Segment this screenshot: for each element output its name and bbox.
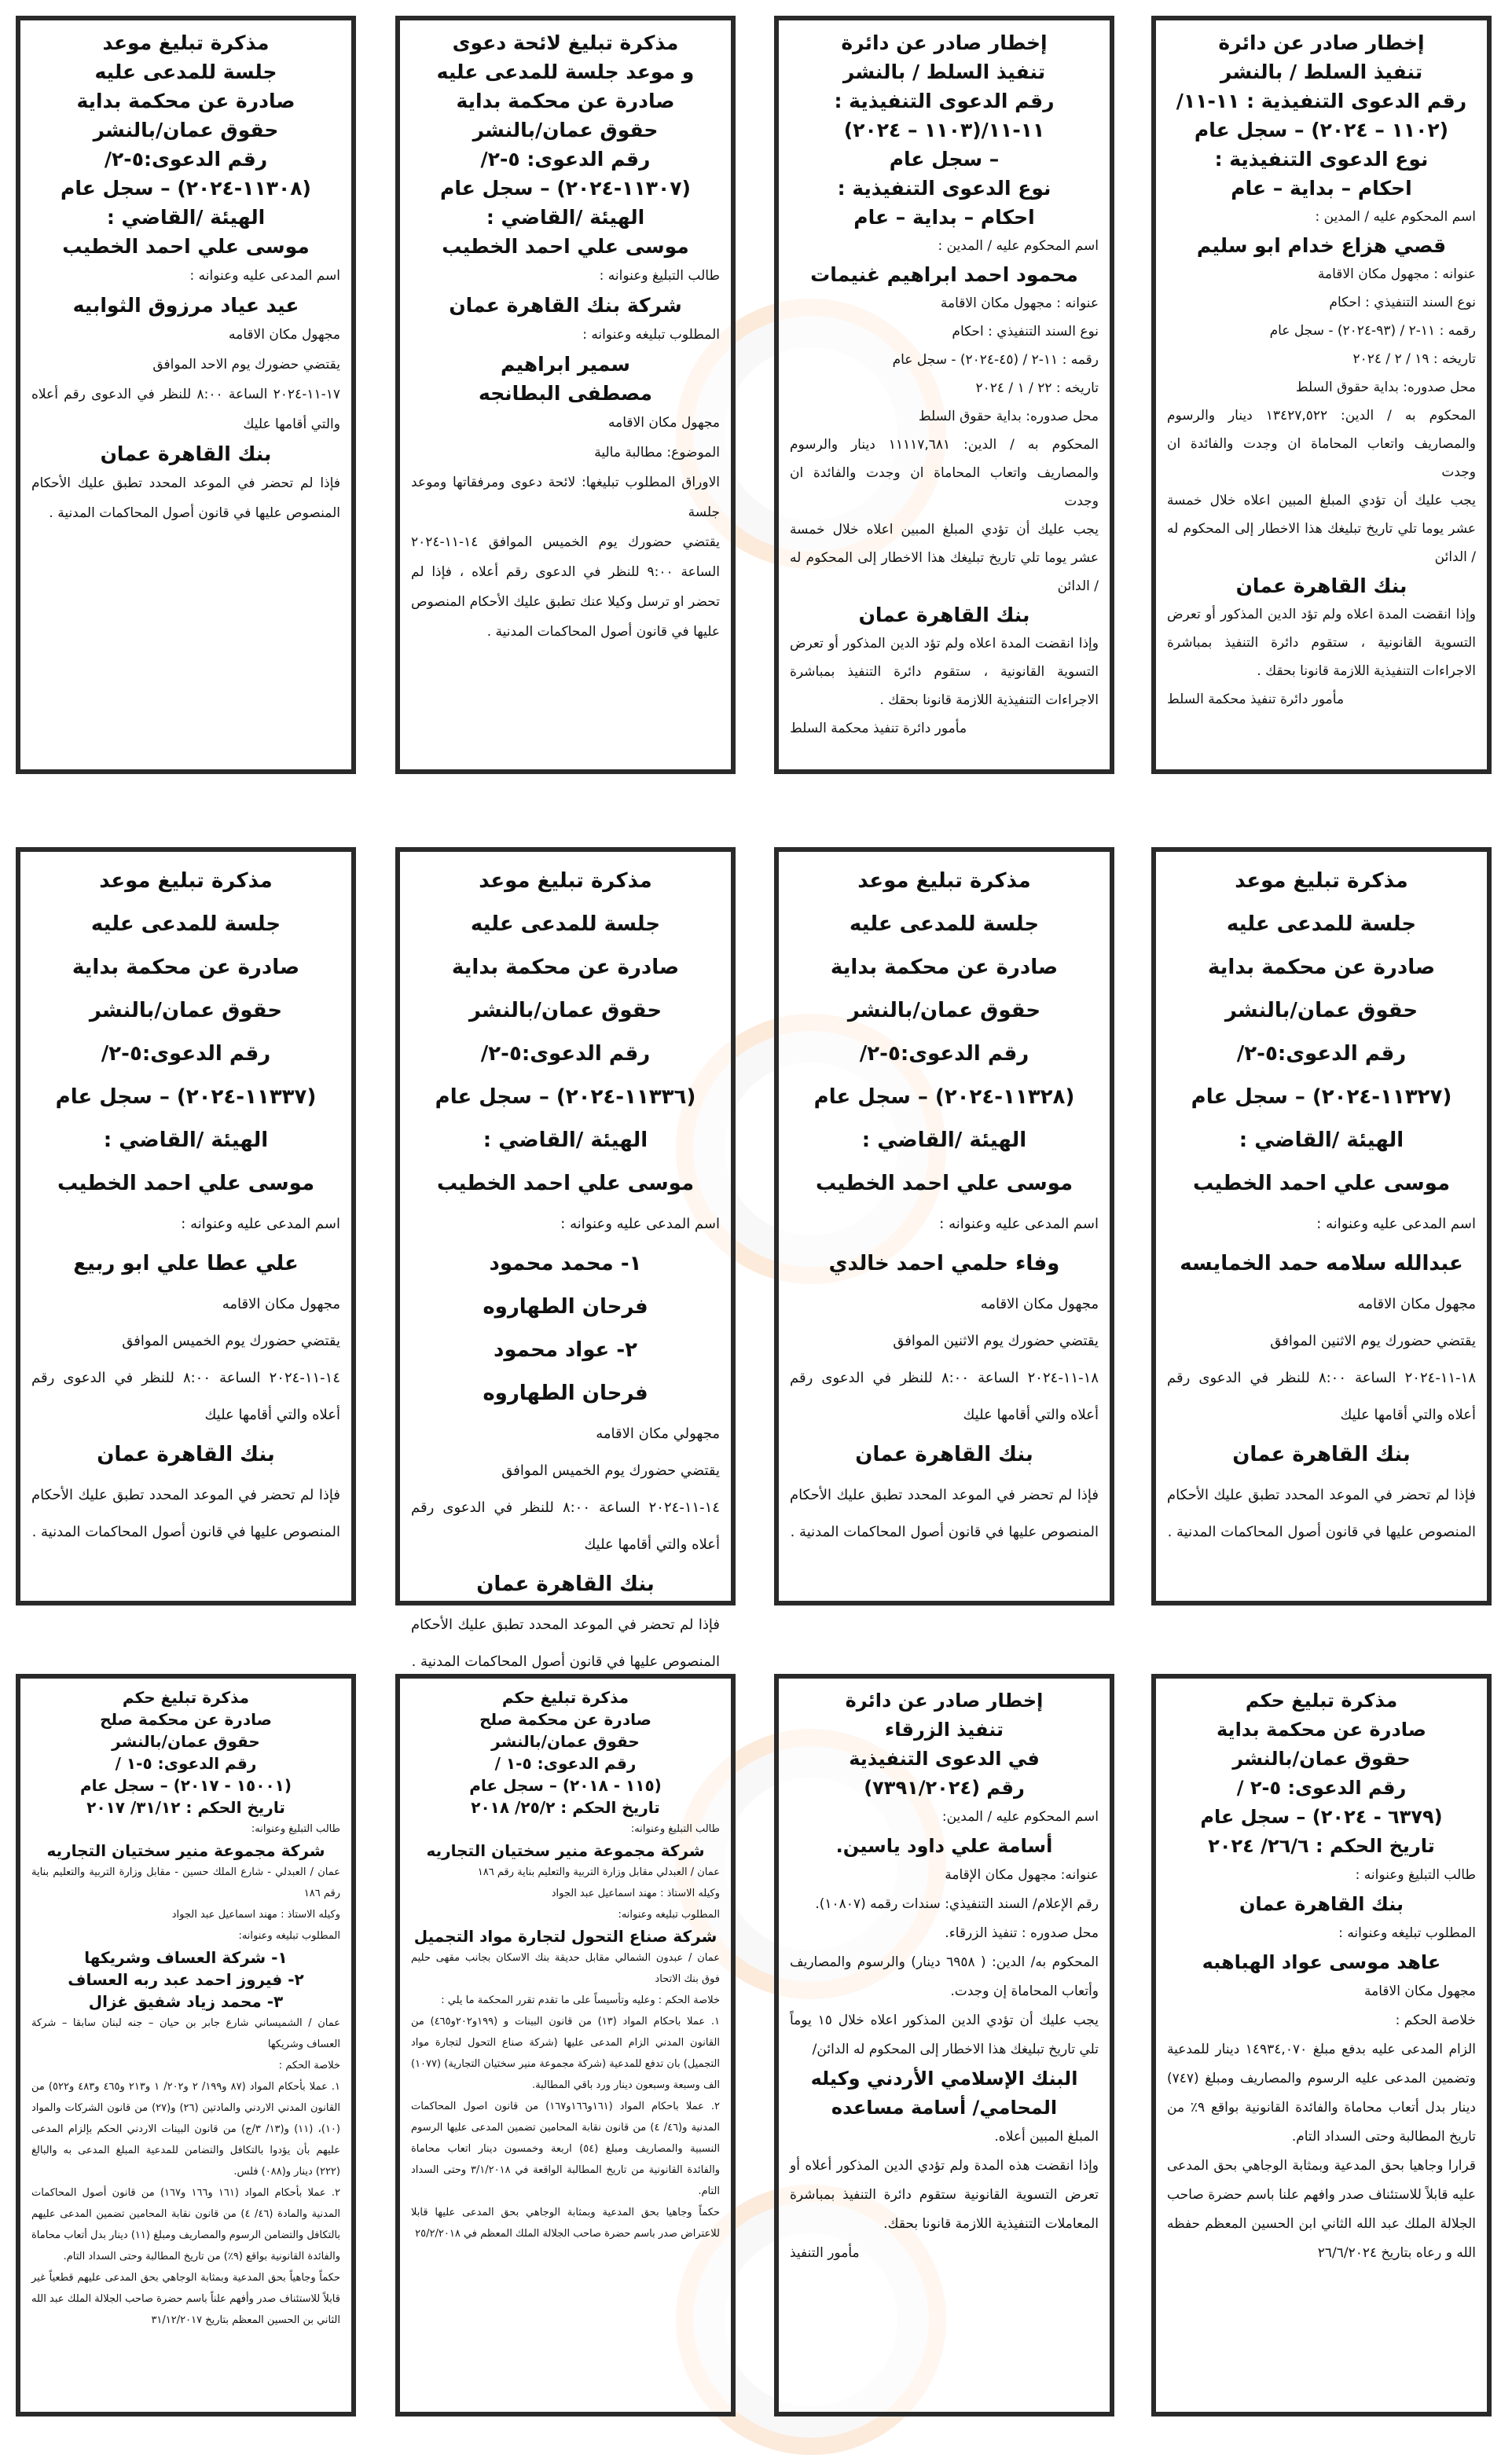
notice-heading: رقم الدعوى:٥-٢/ [480, 1042, 651, 1066]
notice-text: رقم الإعلام/ السند التنفيذي: سندات رقمه (١٠٨٠٧). [815, 1896, 1099, 1912]
notice-text: اسم المدعى عليه وعنوانه : [560, 1216, 720, 1232]
notice-heading: ١١-١١/(١١٠٣ – ٢٠٢٤) [843, 119, 1045, 141]
notice-heading: مذكرة تبليغ حكم [501, 1688, 629, 1707]
notice-text: محل صدوره : تنفيذ الزرقاء. [945, 1925, 1099, 1941]
notice-text: يجب عليك أن تؤدي الدين المذكور اعلاه خلال ١٥ يوماً تلي تاريخ تبليغك هذا الاخطار إلى المحكوم له الدائن/ [790, 2013, 1099, 2057]
notice-text: مجهول مكان الاقامه [222, 1296, 340, 1312]
notice-text: فإذا لم تحضر في الموعد المحدد تطبق عليك الأحكام المنصوص عليها في قانون أصول المحاكمات المدنية . [1167, 1487, 1476, 1540]
notice-heading: (١١٣٠٧-٢٠٢٤) – سجل عام [440, 177, 691, 200]
notice-box [1151, 16, 1492, 774]
notice-heading: مذكرة تبليغ حكم [1245, 1690, 1398, 1712]
party-name: علي عطا علي ابو ربيع [73, 1252, 299, 1275]
notice-heading: رقم الدعوى التنفيذية : ١١-١١/ [1176, 90, 1467, 112]
notice-text: طالب التبليغ وعنوانه : [1355, 1867, 1476, 1883]
notice-heading: جلسة للمدعى عليه [849, 912, 1040, 936]
notice-heading: رقم الدعوى: ٥-١ / [494, 1754, 637, 1773]
party-name: موسى علي احمد الخطيب [436, 1172, 695, 1195]
party-name: ١- محمد محمود [489, 1252, 642, 1275]
notice-text: اسم المحكوم عليه / المدين : [938, 238, 1099, 254]
notice-signature: مأمور دائرة تنفيذ محكمة السلط [1167, 692, 1345, 707]
notice-text: وإذا انقضت المدة اعلاه ولم تؤد الدين المذكور أو تعرض التسوية القانونية ، ستقوم دائرة التنفيذ بمباشرة الاجراءات التنفيذية اللازمة قانونا بحقك . [790, 636, 1099, 708]
notice-heading: مذكرة تبليغ موعد [1235, 869, 1408, 893]
notice-text: نوع السند التنفيذي : احكام [952, 324, 1099, 339]
notice-text: المطلوب تبليغه وعنوانه : [1338, 1925, 1476, 1941]
notice-text: رقمه : ١١-٢ / (٩٣-٢٠٢٤) - سجل عام [1269, 323, 1476, 339]
party-name: فرحان الطهاروه [483, 1295, 648, 1319]
notice-text: يقتضي حضورك يوم الخميس الموافق ١٤-١١-٢٠٢٤ الساعة ٩:٠٠ للنظر في الدعوى رقم أعلاه ، فإذا لم تحضر او ترسل وكيلا عنك تطبق عليك الأحكام المنصوص عليها في قانون أصول المحاكمات المدنية . [411, 534, 720, 640]
notice-heading: (١١٥ - ٢٠١٨) – سجل عام [469, 1776, 662, 1795]
notice-text: المطلوب تبليغه وعنوانه : [582, 327, 720, 343]
notice-text: فإذا لم تحضر في الموعد المحدد تطبق عليك الأحكام المنصوص عليها في قانون أصول المحاكمات المدنية . [31, 1487, 340, 1540]
notice-text: خلاصة الحكم : وعليه وتأسيساً على ما تقدم تقرر المحكمة ما يلي : [441, 1994, 720, 2006]
notice-text: المطلوب تبليغه وعنوانه: [618, 1909, 720, 1921]
party-name: موسى علي احمد الخطيب [57, 1172, 315, 1195]
notice-text: الموضوع: مطالبة مالية [594, 445, 720, 461]
notice-heading: حقوق عمان/بالنشر [89, 999, 283, 1022]
party-name: بنك القاهرة عمان [858, 604, 1030, 626]
notice-text: يجب عليك أن تؤدي المبلغ المبين اعلاه خلال خمسة عشر يوما تلي تاريخ تبليغك هذا الاخطار إلى المحكوم له / الدائن [1167, 493, 1476, 565]
notice-heading: احكام – بداية – عام [1231, 177, 1412, 200]
notice-text: عمان / عبدون الشمالي مقابل حديقة بنك الاسكان بجانب مقهى حليم فوق بنك الاتحاد [411, 1952, 720, 1985]
notice-heading: مذكرة تبليغ موعد [479, 869, 652, 893]
party-name: شركة مجموعة منير سختيان التجاريه [46, 1841, 325, 1860]
notice-box [16, 16, 356, 774]
party-name: موسى علي احمد الخطيب [442, 235, 689, 258]
notice-heading: رقم الدعوى: ٥-١ / [115, 1754, 257, 1773]
notice-box [395, 1674, 736, 2416]
notice-text: عنوانه : مجهول مكان الاقامة [1317, 266, 1476, 282]
notice-heading: الهيئة /القاضي : [861, 1128, 1027, 1152]
notice-text: المحكوم به / الدين: ١١١١٧,٦٨١ دينار والرسوم والمصاريف واتعاب المحاماة ان وجدت والفائدة ان وجدت [790, 437, 1099, 509]
notice-heading: تاريخ الحكم : ٢٦/٦/ ٢٠٢٤ [1208, 1835, 1435, 1857]
notice-text: ١. عملا باحكام المواد (١٣) من قانون البينات و (١٩٩و٢٠٢و٤٦٥) من القانون المدني الزام المدعى عليها (شركة صناع التحول لتجارة مواد التجميل) بان تدفع للمدعية (شركة مجموعة منير سختيان التجارية) (١٠٧٧) الف وسبعة وسبعون دينار ورد باقي المطالبة. [411, 2016, 720, 2091]
notice-heading: الهيئة /القاضي : [486, 206, 645, 229]
notice-text: الاوراق المطلوب تبليغها: لائحة دعوى ومرفقاتها وموعد جلسة [411, 475, 720, 520]
notice-heading: (١١٣٠٨-٢٠٢٤) – سجل عام [61, 177, 311, 200]
notice-heading: صادرة عن محكمة بداية [451, 956, 680, 979]
notice-text: عنوانه: مجهول مكان الإقامة [945, 1867, 1099, 1883]
notice-heading: حقوق عمان/بالنشر [468, 999, 662, 1022]
party-name: عبدالله سلامه حمد الخمايسه [1180, 1252, 1463, 1275]
notice-text: حكماً وجاهياً بحق المدعية وبمثابة الوجاهي بحق المدعى عليهم قطعياً غير قابلاً للاستئناف صدر وأفهم علناً باسم حضرة صاحب الجلالة الملك عبد الله الثاني بن الحسين المعظم بتاريخ ٣١/١٢/٢٠١٧ [31, 2272, 340, 2326]
notice-text: اسم المدعى عليه وعنوانه : [1316, 1216, 1476, 1232]
notice-heading: الهيئة /القاضي : [1239, 1128, 1404, 1152]
notice-text: ١٨-١١-٢٠٢٤ الساعة ٨:٠٠ للنظر في الدعوى رقم أعلاه والتي أقامها عليك [790, 1370, 1099, 1423]
notice-text: عمان / العبدلي مقابل وزارة التربية والتعليم بناية رقم ١٨٦ [477, 1866, 720, 1878]
notice-heading: حقوق عمان/بالنشر [93, 119, 279, 141]
notice-box [1151, 1674, 1492, 2416]
notice-text: طالب التبليغ وعنوانه: [251, 1823, 340, 1835]
party-name: بنك القاهرة عمان [855, 1443, 1033, 1466]
notice-heading: رقم الدعوى:٥-٢/ [104, 148, 268, 171]
notice-heading: إخطار صادر عن دائرة [845, 1690, 1044, 1712]
party-name: قصي هزاع خدام ابو سليم [1196, 234, 1447, 257]
party-name: شركة مجموعة منير سختيان التجاريه [426, 1841, 705, 1860]
notice-heading: (١٥٠٠١ - ٢٠١٧) – سجل عام [79, 1776, 292, 1795]
notice-text: ٢. عملا باحكام المواد (١٦١و١٦٦و١٦٧) من قانون اصول المحاكمات المدنية و(٤٦/ ٤) من قانون نقابة المحامين تضمين المدعى عليها الرسوم النسبية والمصاريف ومبلغ (٥٤) اربعة وخمسون دينار اتعاب محاماة والفائدة القانونية من تاريخ المطالبة الواقعة في ٣/١/٢٠١٨ وحتى السداد التام. [411, 2101, 721, 2197]
notice-heading: صادرة عن محكمة بداية [1207, 956, 1436, 979]
notice-heading: رقم الدعوى:٥-٢/ [101, 1042, 271, 1066]
notice-text: يجب عليك أن تؤدي المبلغ المبين اعلاه خلال خمسة عشر يوما تلي تاريخ تبليغك هذا الاخطار إلى المحكوم له / الدائن [790, 522, 1099, 594]
party-name: ٢- عواد محمود [494, 1338, 637, 1362]
party-name: ٣- محمد زياد شفيق غزال [88, 1992, 284, 2011]
party-name: محمود احمد ابراهيم غنيمات [810, 263, 1078, 286]
notice-heading: في الدعوى التنفيذية [849, 1748, 1040, 1770]
notice-text: يقتضي حضورك يوم الاثنين الموافق [1270, 1333, 1476, 1349]
party-name: بنك القاهرة عمان [97, 1443, 275, 1466]
notice-heading: مذكرة تبليغ لائحة دعوى [452, 31, 679, 54]
notice-text: مجهول مكان الاقامه [608, 415, 720, 431]
notice-text: اسم المحكوم عليه / المدين: [941, 1809, 1099, 1825]
notice-heading: تنفيذ السلط / بالنشر [842, 61, 1046, 83]
party-name: سمير ابراهيم [500, 353, 631, 376]
notice-heading: رقم (٧٣٩١/٢٠٢٤) [864, 1777, 1025, 1799]
notice-box [395, 847, 736, 1670]
notice-heading: تاريخ الحكم : ٣١/١٢/ ٢٠١٧ [86, 1798, 285, 1817]
notice-heading: تنفيذ السلط / بالنشر [1220, 61, 1423, 83]
notice-text: ١٤-١١-٢٠٢٤ الساعة ٨:٠٠ للنظر في الدعوى رقم أعلاه والتي أقامها عليك [411, 1499, 720, 1553]
notice-text: حكماً وجاهيا بحق المدعية وبمثابة الوجاهي بحق المدعى عليها قابلا للاعتراض صدر باسم حضرة صاحب الجلالة الملك المعظم في ٢٥/٢/٢٠١٨ [411, 2207, 720, 2240]
notice-heading: حقوق عمان/بالنشر [1232, 1748, 1411, 1770]
notice-heading: الهيئة /القاضي : [483, 1128, 648, 1152]
notice-box [1151, 847, 1492, 1605]
notice-text: يقتضي حضورك يوم الاثنين الموافق [893, 1333, 1099, 1349]
notice-heading: صادرة عن محكمة بداية [830, 956, 1059, 979]
notice-text: وإذا انقضت المدة اعلاه ولم تؤد الدين المذكور أو تعرض التسوية القانونية ، ستقوم دائرة التنفيذ بمباشرة الاجراءات التنفيذية اللازمة قانونا بحقك . [1167, 607, 1476, 679]
party-name: موسى علي احمد الخطيب [1192, 1172, 1451, 1195]
notice-heading: رقم الدعوى التنفيذية : [834, 90, 1055, 112]
notice-box [774, 16, 1114, 774]
notice-text: المحكوم به/ الدين: ( ٦٩٥٨ دينار) والرسوم والمصاريف وأتعاب المحاماة إن وجدت. [790, 1954, 1099, 1999]
notice-heading: صادرة عن محكمة صلح [479, 1710, 651, 1729]
notice-text: طالب التبليغ وعنوانه: [630, 1823, 720, 1835]
notice-heading: رقم الدعوى: ٥-٢/ [480, 148, 651, 171]
notice-text: اسم المدعى عليه وعنوانه : [189, 268, 340, 284]
notice-text: فإذا لم تحضر في الموعد المحدد تطبق عليك الأحكام المنصوص عليها في قانون أصول المحاكمات المدنية . [790, 1487, 1099, 1540]
notice-heading: (١١٣٢٧-٢٠٢٤) – سجل عام [1191, 1085, 1452, 1109]
notice-heading: صادرة عن محكمة بداية [1217, 1719, 1426, 1741]
notice-text: اسم المحكوم عليه / المدين : [1315, 209, 1476, 225]
notice-text: ١. عملا بأحكام المواد (٨٧ و١٩٩/ ٢ و٢٠٢/ ١ و٢١٣ و٤٦٥ و٤٨٣ و٥٢٢) من القانون المدني الاردني والمادتين (٢٦) و(٢٧) من قانون الشركات والمواد (١٠)، (١١) و(١٣/ ٣/ج) من قانون البينات الاردني الحكم بإلزام المدعى عليهم بأن يؤدوا بالتكافل والتضامن للمدعية المبلغ المدعى به والبالغ (٢٢٢) دينار و(٠٨٨) فلس. [31, 2081, 341, 2178]
notice-text: ١٧-١١-٢٠٢٤ الساعة ٨:٠٠ للنظر في الدعوى رقم أعلاه والتي أقامها عليك [31, 387, 340, 432]
notice-heading: صادرة عن محكمة صلح [100, 1710, 272, 1729]
notice-heading: مذكرة تبليغ موعد [857, 869, 1031, 893]
notice-heading: رقم الدعوى:٥-٢/ [859, 1042, 1029, 1066]
party-name: شركة صناع التحول لتجارة مواد التجميل [413, 1927, 717, 1946]
party-name: البنك الإسلامي الأردني وكيله المحامي/ أسامة مساعده [810, 2068, 1078, 2119]
notice-heading: جلسة للمدعى عليه [470, 912, 661, 936]
notice-text: خلاصة الحكم : [278, 2060, 340, 2072]
notice-heading: احكام – بداية – عام [853, 206, 1035, 229]
party-name: بنك القاهرة عمان [476, 1572, 655, 1596]
notice-box [16, 847, 356, 1605]
notice-text: قرارا وجاهيا بحق المدعية وبمثابة الوجاهي بحق المدعى عليه قابلاً للاستئناف صدر وافهم علنا باسم حضرة صاحب الجلالة الملك عبد الله الثاني ابن الحسين المعظم حفظه الله و رعاه بتاريخ ٢٦/٦/٢٠٢٤ [1167, 2158, 1476, 2261]
notice-text: ١٤-١١-٢٠٢٤ الساعة ٨:٠٠ للنظر في الدعوى رقم أعلاه والتي أقامها عليك [31, 1370, 340, 1423]
notice-heading: حقوق عمان/بالنشر [1224, 999, 1418, 1022]
notice-text: ٢. عملا بأحكام المواد (١٦١ و١٦٦ و١٦٧) من قانون أصول المحاكمات المدنية والمادة (٤٦/ ٤) من قانون نقابة المحامين تضمين المدعى عليهم بالتكافل والتضامن الرسوم والمصاريف ومبلغ (١١) دينار بدل أتعاب محاماة والفائدة القانونية بواقع (٩٪) من تاريخ المطالبة وحتى السداد التام. [31, 2187, 341, 2262]
notice-heading: صادرة عن محكمة بداية [456, 90, 675, 112]
party-name: بنك القاهرة عمان [1235, 574, 1407, 597]
party-name: موسى علي احمد الخطيب [62, 235, 310, 258]
party-name: بنك القاهرة عمان [1232, 1443, 1411, 1466]
notice-text: محل صدوره: بداية حقوق السلط [918, 409, 1099, 424]
party-name: بنك القاهرة عمان [100, 442, 272, 465]
notice-text: تاريخه : ٢٢ / ١ / ٢٠٢٤ [975, 380, 1099, 396]
notice-heading: تنفيذ الزرقاء [884, 1719, 1004, 1741]
notice-text: مجهول مكان الاقامة [1364, 1983, 1476, 1999]
party-name: ١- شركة العساف وشريكها [84, 1948, 288, 1967]
notice-text: اسم المدعى عليه وعنوانه : [939, 1216, 1099, 1232]
notice-text: مجهولي مكان الاقامه [596, 1426, 720, 1442]
notice-heading: إخطار صادر عن دائرة [841, 31, 1048, 54]
notice-text: المحكوم به / الدين: ١٣٤٢٧,٥٢٢ دينار والرسوم والمصاريف واتعاب المحاماة ان وجدت والفائدة ان وجدت [1167, 408, 1476, 480]
notice-heading: جلسة للمدعى عليه [90, 912, 281, 936]
notice-heading: (١١٠٢ – ٢٠٢٤) – سجل عام [1194, 119, 1449, 141]
notice-text: الزام المدعى عليه بدفع مبلغ ١٤٩٣٤,٠٧٠ دينار للمدعية وتضمين المدعى عليه الرسوم والمصاريف ومبلغ (٧٤٧) دينار بدل أتعاب محاماة والفائدة القانونية بواقع ٩٪ من تاريخ المطالبة وحتى السداد التام. [1167, 2042, 1476, 2145]
notice-text: عمان / العبدلي - شارع الملك حسين - مقابل وزارة التربية والتعليم بناية رقم ١٨٦ [31, 1866, 340, 1899]
notice-text: وكيله الاستاذ : مهند اسماعيل عبد الجواد [551, 1888, 720, 1899]
notice-text: رقمه : ١١-٢ / (٤٥-٢٠٢٤) - سجل عام [892, 352, 1099, 368]
notice-heading: (١١٣٣٧-٢٠٢٤) – سجل عام [55, 1085, 317, 1109]
notice-text: وكيله الاستاذ : مهند اسماعيل عبد الجواد [171, 1909, 340, 1921]
notice-box [774, 847, 1114, 1605]
notice-text: يقتضي حضورك يوم الخميس الموافق [122, 1333, 340, 1349]
notice-heading: – سجل عام [889, 148, 1000, 171]
notice-heading: جلسة للمدعى عليه [1226, 912, 1417, 936]
notice-text: ١٨-١١-٢٠٢٤ الساعة ٨:٠٠ للنظر في الدعوى رقم أعلاه والتي أقامها عليك [1167, 1370, 1476, 1423]
notice-box [16, 1674, 356, 2416]
notice-text: تاريخه : ١٩ / ٢ / ٢٠٢٤ [1352, 351, 1476, 367]
notice-heading: رقم الدعوى:٥-٢/ [1236, 1042, 1407, 1066]
notice-text: اسم المدعى عليه وعنوانه : [181, 1216, 340, 1232]
notice-signature: مأمور دائرة تنفيذ محكمة السلط [790, 721, 967, 736]
notice-heading: و موعد جلسة للمدعى عليه [436, 61, 695, 83]
notice-heading: تاريخ الحكم : ٢٥/٢/ ٢٠١٨ [471, 1798, 660, 1817]
notice-signature: مأمور التنفيذ [790, 2245, 860, 2261]
party-name: عاهد موسى عواد الهباهبه [1202, 1951, 1441, 1973]
notice-text: يقتضي حضورك يوم الخميس الموافق [501, 1462, 720, 1479]
notice-heading: مذكرة تبليغ موعد [102, 31, 270, 54]
notice-text: المطلوب تبليغه وعنوانه: [238, 1930, 340, 1942]
notice-heading: مذكرة تبليغ موعد [99, 869, 273, 893]
notice-heading: حقوق عمان/بالنشر [847, 999, 1041, 1022]
notice-text: عنوانه : مجهول مكان الاقامة [940, 295, 1099, 311]
notice-heading: (١١٣٢٨-٢٠٢٤) – سجل عام [813, 1085, 1075, 1109]
party-name: موسى علي احمد الخطيب [815, 1172, 1073, 1195]
notice-heading: نوع الدعوى التنفيذية : [837, 177, 1051, 200]
notice-heading: نوع الدعوى التنفيذية : [1214, 148, 1429, 171]
notice-text: نوع السند التنفيذي : احكام [1329, 295, 1476, 310]
party-name: بنك القاهرة عمان [1239, 1893, 1404, 1915]
notice-heading: حقوق عمان/بالنشر [112, 1732, 260, 1751]
notice-heading: حقوق عمان/بالنشر [491, 1732, 640, 1751]
notice-text: مجهول مكان الاقامه [980, 1296, 1099, 1312]
party-name: ٢- فيروز احمد عبد ربه العساف [68, 1970, 304, 1989]
notice-box [395, 16, 736, 774]
notice-text: يقتضي حضورك يوم الاحد الموافق [152, 357, 340, 372]
notice-heading: الهيئة /القاضي : [103, 1128, 269, 1152]
notice-heading: مذكرة تبليغ حكم [122, 1688, 250, 1707]
party-name: مصطفى البطانجه [479, 382, 652, 405]
notice-text: طالب التبليغ وعنوانه : [599, 268, 720, 284]
notice-heading: إخطار صادر عن دائرة [1218, 31, 1425, 54]
notice-text: مجهول مكان الاقامه [1357, 1296, 1476, 1312]
party-name: وفاء حلمي احمد خالدي [828, 1252, 1060, 1275]
notice-text: فإذا لم تحضر في الموعد المحدد تطبق عليك الأحكام المنصوص عليها في قانون أصول المحاكمات المدنية . [411, 1616, 720, 1670]
party-name: شركة بنك القاهرة عمان [449, 294, 682, 317]
notice-heading: صادرة عن محكمة بداية [72, 956, 300, 979]
notice-heading: (١١٣٣٦-٢٠٢٤) – سجل عام [435, 1085, 696, 1109]
party-name: فرحان الطهاروه [483, 1382, 648, 1405]
notice-heading: الهيئة /القاضي : [106, 206, 266, 229]
notice-heading: صادرة عن محكمة بداية [76, 90, 295, 112]
party-name: عيد عياد مرزوق الثوابيه [72, 294, 299, 317]
notice-text: مجهول مكان الاقامه [229, 327, 340, 343]
notice-heading: جلسة للمدعى عليه [94, 61, 277, 83]
notice-text: المبلغ المبين أعلاه. [994, 2129, 1099, 2145]
notice-text: وإذا انقضت هذه المدة ولم تؤدي الدين المذكور أعلاه أو تعرض التسوية القانونية ستقوم دائرة التنفيذ بمباشرة المعاملات التنفيذية اللازمة قانونا بحقك. [790, 2158, 1099, 2232]
notice-heading: (٦٣٧٩ - ٢٠٢٤) – سجل عام [1200, 1806, 1443, 1828]
notice-heading: رقم الدعوى: ٥-٢ / [1236, 1777, 1407, 1799]
notice-box [774, 1674, 1114, 2416]
party-name: أسامة علي داود ياسين. [835, 1835, 1053, 1857]
notice-heading: حقوق عمان/بالنشر [472, 119, 659, 141]
notice-text: خلاصة الحكم : [1395, 2013, 1476, 2028]
notice-text: محل صدوره: بداية حقوق السلط [1295, 380, 1476, 395]
notice-text: عمان / الشميساني شارع جابر بن حيان – جنه لبنان سابقا – شركة العساف وشريكها [31, 2017, 340, 2050]
notice-text: فإذا لم تحضر في الموعد المحدد تطبق عليك الأحكام المنصوص عليها في قانون أصول المحاكمات المدنية . [31, 475, 340, 521]
